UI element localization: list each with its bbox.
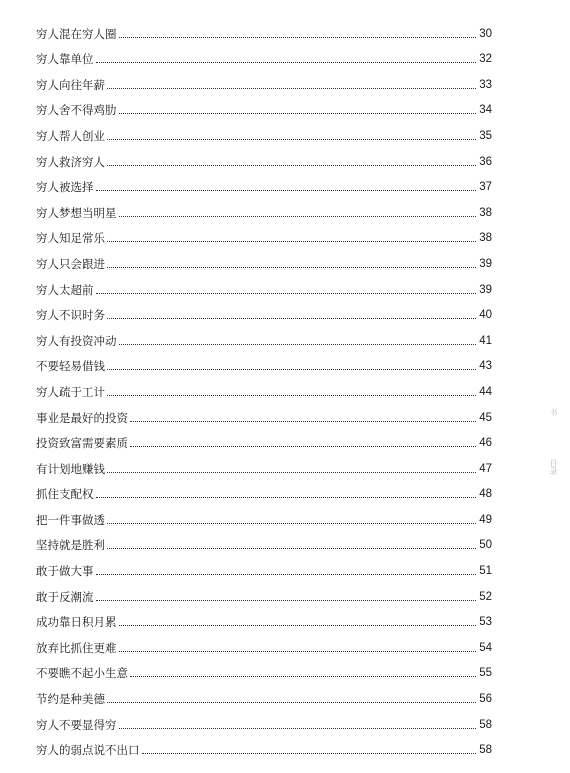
toc-entry[interactable]	[36, 117, 492, 143]
toc-entry-page-number: 48	[479, 488, 492, 501]
dot-leader	[130, 446, 476, 447]
toc-entry[interactable]	[36, 706, 492, 732]
toc-entry-page-number: 37	[479, 181, 492, 194]
toc-entry-page-number: 38	[479, 206, 492, 219]
toc-entry[interactable]	[36, 373, 492, 399]
toc-entry-title: 穷人有投资冲动	[36, 333, 117, 348]
dot-leader	[96, 293, 477, 294]
dot-leader	[119, 344, 477, 345]
toc-entry-title: 投资致富需要素质	[36, 436, 128, 451]
toc-entry[interactable]	[36, 680, 492, 706]
toc-entry[interactable]	[36, 425, 492, 451]
toc-entry[interactable]	[36, 92, 492, 118]
toc-entry-page-number: 30	[479, 27, 492, 40]
toc-entry-page-number: 43	[479, 360, 492, 373]
toc-entry-page-number: 55	[479, 667, 492, 680]
toc-entry[interactable]	[36, 41, 492, 67]
toc-entry-page-number: 51	[479, 565, 492, 578]
toc-entry-title: 穷人靠单位	[36, 52, 94, 67]
toc-entry-title: 穷人救济穷人	[36, 154, 105, 169]
toc-entry[interactable]	[36, 169, 492, 195]
toc-entry-page-number: 47	[479, 462, 492, 475]
toc-entry-page-number: 56	[479, 693, 492, 706]
toc-entry[interactable]	[36, 297, 492, 323]
toc-entry-title: 穷人知足常乐	[36, 231, 105, 246]
toc-entry-title: 敢于做大事	[36, 564, 94, 579]
toc-entry[interactable]	[36, 245, 492, 271]
toc-entry-title: 穷人疏于工计	[36, 384, 105, 399]
toc-entry-title: 有计划地赚钱	[36, 461, 105, 476]
toc-entry-page-number: 49	[479, 513, 492, 526]
toc-entry-page-number: 39	[479, 257, 492, 270]
toc-entry-page-number: 45	[479, 411, 492, 424]
toc-entry[interactable]	[36, 629, 492, 655]
dot-leader	[119, 651, 477, 652]
toc-entry[interactable]	[36, 194, 492, 220]
dot-leader	[107, 88, 476, 89]
toc-entry[interactable]	[36, 476, 492, 502]
toc-entry-title: 事业是最好的投资	[36, 410, 128, 425]
toc-entry-page-number: 58	[479, 718, 492, 731]
dot-leader	[119, 728, 477, 729]
dot-leader	[107, 318, 476, 319]
toc-entry-title: 抓住支配权	[36, 487, 94, 502]
toc-entry-title: 穷人被选择	[36, 180, 94, 195]
toc-entry-title: 不要轻易借钱	[36, 359, 105, 374]
dot-leader	[107, 139, 476, 140]
toc-entry-title: 穷人向往年薪	[36, 77, 105, 92]
dot-leader	[96, 600, 477, 601]
toc-entry-title: 穷人舍不得鸡肋	[36, 103, 117, 118]
toc-entry-title: 放弃比抓住更难	[36, 640, 117, 655]
toc-entry-title: 节约是种美德	[36, 692, 105, 707]
toc-entry-title: 穷人混在穷人圈	[36, 26, 117, 41]
toc-entry-page-number: 38	[479, 232, 492, 245]
toc-entry-page-number: 52	[479, 590, 492, 603]
toc-entry-title: 穷人的弱点说不出口	[36, 743, 140, 758]
toc-entry-title: 不要瞧不起小生意	[36, 666, 128, 681]
table-of-contents	[36, 15, 492, 757]
toc-entry-title: 穷人不要显得穷	[36, 717, 117, 732]
toc-entry[interactable]	[36, 732, 492, 758]
toc-entry[interactable]	[36, 450, 492, 476]
dot-leader	[119, 625, 477, 626]
toc-entry-page-number: 50	[479, 539, 492, 552]
toc-entry-page-number: 32	[479, 53, 492, 66]
toc-entry[interactable]	[36, 15, 492, 41]
toc-entry[interactable]	[36, 66, 492, 92]
toc-entry[interactable]	[36, 578, 492, 604]
toc-entry-page-number: 39	[479, 283, 492, 296]
dot-leader	[119, 37, 477, 38]
dot-leader	[96, 497, 477, 498]
toc-entry-title: 敢于反潮流	[36, 589, 94, 604]
toc-entry-page-number: 41	[479, 334, 492, 347]
dot-leader	[96, 190, 477, 191]
dot-leader	[107, 702, 476, 703]
dot-leader	[119, 216, 477, 217]
dot-leader	[107, 241, 476, 242]
margin-mark: 书	[549, 408, 558, 416]
toc-entry[interactable]	[36, 552, 492, 578]
toc-entry[interactable]	[36, 501, 492, 527]
toc-entry[interactable]	[36, 399, 492, 425]
toc-entry-title: 把一件事做透	[36, 512, 105, 527]
dot-leader	[107, 369, 476, 370]
toc-entry-title: 坚持就是胜利	[36, 538, 105, 553]
toc-entry-page-number: 46	[479, 437, 492, 450]
toc-entry[interactable]	[36, 143, 492, 169]
toc-entry-page-number: 53	[479, 616, 492, 629]
dot-leader	[130, 676, 476, 677]
dot-leader	[96, 574, 477, 575]
dot-leader	[107, 523, 476, 524]
toc-entry-title: 穷人不识时务	[36, 308, 105, 323]
toc-entry-title: 成功靠日积月累	[36, 615, 117, 630]
toc-entry-title: 穷人帮人创业	[36, 128, 105, 143]
dot-leader	[96, 62, 477, 63]
margin-mark: 目录	[549, 459, 558, 475]
toc-entry[interactable]	[36, 220, 492, 246]
dot-leader	[107, 548, 476, 549]
toc-entry[interactable]	[36, 348, 492, 374]
toc-entry[interactable]	[36, 322, 492, 348]
toc-entry-title: 穷人只会跟进	[36, 256, 105, 271]
toc-entry[interactable]	[36, 527, 492, 553]
toc-entry-page-number: 58	[479, 744, 492, 757]
toc-entry[interactable]	[36, 655, 492, 681]
dot-leader	[107, 472, 476, 473]
toc-entry-page-number: 40	[479, 309, 492, 322]
toc-entry[interactable]	[36, 271, 492, 297]
toc-entry-page-number: 54	[479, 641, 492, 654]
dot-leader	[142, 753, 477, 754]
dot-leader	[107, 165, 476, 166]
toc-entry-page-number: 36	[479, 155, 492, 168]
toc-entry-title: 穷人太超前	[36, 282, 94, 297]
toc-entry-page-number: 44	[479, 385, 492, 398]
dot-leader	[107, 267, 476, 268]
dot-leader	[119, 113, 477, 114]
toc-entry-title: 穷人梦想当明星	[36, 205, 117, 220]
toc-entry-page-number: 33	[479, 78, 492, 91]
toc-entry-page-number: 34	[479, 104, 492, 117]
dot-leader	[107, 395, 476, 396]
toc-entry[interactable]	[36, 604, 492, 630]
toc-entry-page-number: 35	[479, 129, 492, 142]
dot-leader	[130, 421, 476, 422]
